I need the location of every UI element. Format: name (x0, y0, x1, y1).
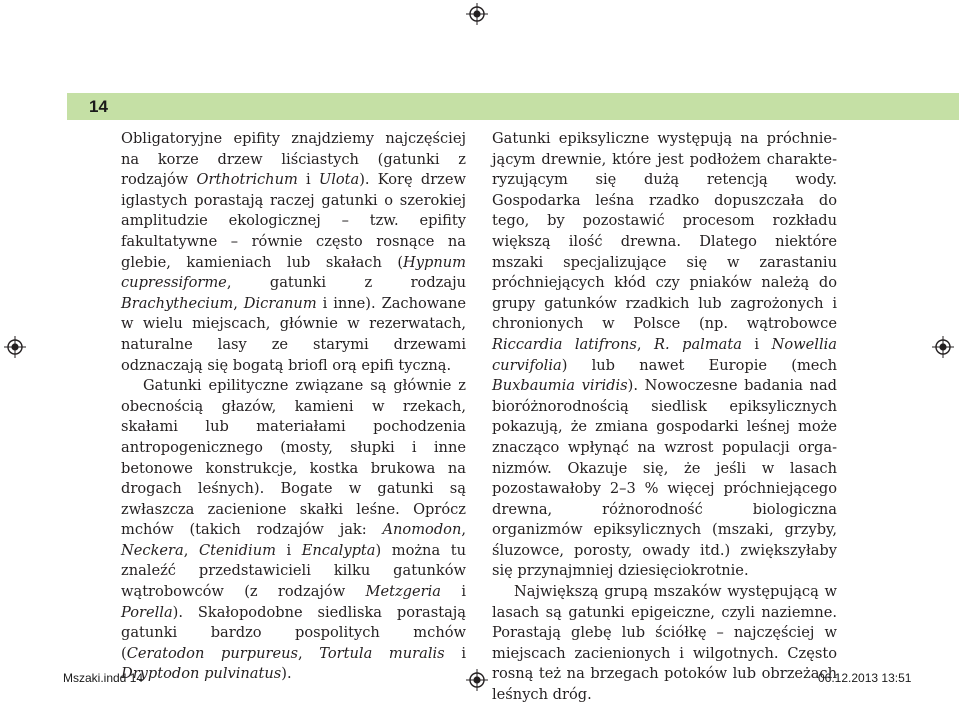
left-text-column (121, 129, 466, 685)
italic-taxon-name: Nowellia curvifolia (492, 335, 837, 374)
text-run: i inne). Zachowane w wielu miejscach, głównie w rezerwatach, naturalne lasy ze starymi drzewami odznaczają się bogatą briofl orą epifi tyczną. (121, 294, 467, 374)
header-band (67, 93, 959, 120)
registration-mark-left-icon (4, 336, 26, 358)
text-run: ) lub nawet Europie (mech (561, 356, 837, 374)
text-run: ). Nowoczesne badania nad bioróżnorodnością siedlisk epiksylicznych pokazują, że zmiana gospodarki leśnej może znacząco wpłynąć na wzrost populacji organizmów. Okazuje się, że jeśli w lasach pozostawałoby 2–3 % więcej próchniejącego drewna, różnorodność biologiczna organizmów epiksylicznych (mszaki, grzyby, śluzowce, porosty, owady itd.) zwiększyłaby się przynajmniej dziesięciokrotnie. (492, 377, 837, 580)
italic-taxon-name: Ceratodon purpureus (126, 644, 298, 662)
registration-mark-top-icon (466, 3, 488, 25)
italic-taxon-name: Porella (121, 603, 173, 621)
italic-taxon-name: Buxbaumia viridis (492, 377, 628, 395)
text-run: ). Skałopodobne siedliska porastają gatunki bardzo pospolitych mchów ( (121, 603, 466, 662)
paragraph (492, 129, 837, 582)
text-run: i (444, 644, 466, 662)
text-run: Obligatoryjne epifity znajdziemy najczęściej na korze drzew liściastych (gatunki z rodzajów (121, 130, 466, 189)
registration-mark-right-icon (932, 336, 954, 358)
text-run: ). (281, 665, 292, 683)
text-run: i (441, 583, 466, 601)
italic-taxon-name: Dryptodon pulvinatus (121, 665, 282, 683)
italic-taxon-name: Encalypta (301, 541, 376, 559)
italic-taxon-name: R. palmata (653, 335, 742, 353)
text-run: , (233, 294, 244, 312)
text-run: ) można tu znaleźć przedstawicieli kilku gatunków wątrobowców (z rodzajów (121, 541, 466, 601)
footer-file-slug: Mszaki.indd 14 (63, 671, 144, 685)
text-run: , gatunki z rodzaju (226, 274, 466, 292)
right-text-column (492, 129, 837, 706)
italic-taxon-name: Ctenidium (198, 541, 276, 559)
text-run: , (636, 335, 654, 353)
italic-taxon-name: Brachythecium (121, 294, 234, 312)
text-run: i (741, 335, 772, 353)
footer-datetime: 06.12.2013 13:51 (818, 671, 912, 685)
text-run: ). Korę drzew iglastych porastają raczej gatunki o szerokiej amplitudzie ekologicznej – tzw. epifity fakultatywne – równie często rosnące na glebie, kamieniach lub skałach ( (121, 171, 466, 271)
text-run: i (297, 171, 319, 189)
registration-mark-bottom-icon (466, 669, 488, 691)
page-number: 14 (89, 97, 108, 116)
paragraph (492, 582, 837, 706)
text-run: Największą grupą mszaków występującą w lasach są gatunki epigeiczne, czyli naziemne. Porastają glebę lub ściółkę – najczęściej w miejscach zacienionych i wilgotnych. Często rosną też na brzegach potoków lub obrzeżach leśnych dróg. (492, 583, 837, 704)
italic-taxon-name: Orthotrichum (196, 171, 298, 189)
italic-taxon-name: Neckera (121, 541, 184, 559)
italic-taxon-name: Riccardia latifrons (492, 335, 637, 353)
italic-taxon-name: Hypnum cupressiforme (121, 253, 466, 292)
text-run: , (183, 541, 199, 559)
italic-taxon-name: Tortula muralis (319, 644, 445, 662)
italic-taxon-name: Dicranum (243, 294, 317, 312)
text-run: Gatunki epiksyliczne występują na próchniejącym drewnie, które jest podłożem charakteryzującym się dużą retencją wody. Gospodarka leśna rzadko dopuszczała do tego, by pozostawić procesom rozkładu większą ilość drewna. Dlatego niektóre mszaki specjalizujące się w zarastaniu próchniejących kłód czy pniaków należą do grupy gatunków rzadkich lub zagrożonych i chronionych w Polsce (np. wątrobowce (492, 130, 837, 333)
italic-taxon-name: Metzgeria (365, 583, 441, 601)
italic-taxon-name: Anomodon (382, 521, 462, 539)
text-run: i (275, 541, 302, 559)
text-run: Gatunki epilityczne związane są głównie z obecnością głazów, kamieni w rzekach, skałami lub materiałami pochodzenia antropogenicznego (mosty, słupki i inne betonowe konstrukcje, kostka brukowa na drogach leśnych). Bogate w gatunki są zwłaszcza zacienione skałki leśne. Oprócz mchów (takich rodzajów jak: (121, 377, 466, 539)
italic-taxon-name: Ulota (318, 171, 360, 189)
text-run: , (461, 521, 466, 539)
paragraph (121, 129, 466, 376)
paragraph (121, 376, 466, 685)
text-run: , (297, 644, 320, 662)
